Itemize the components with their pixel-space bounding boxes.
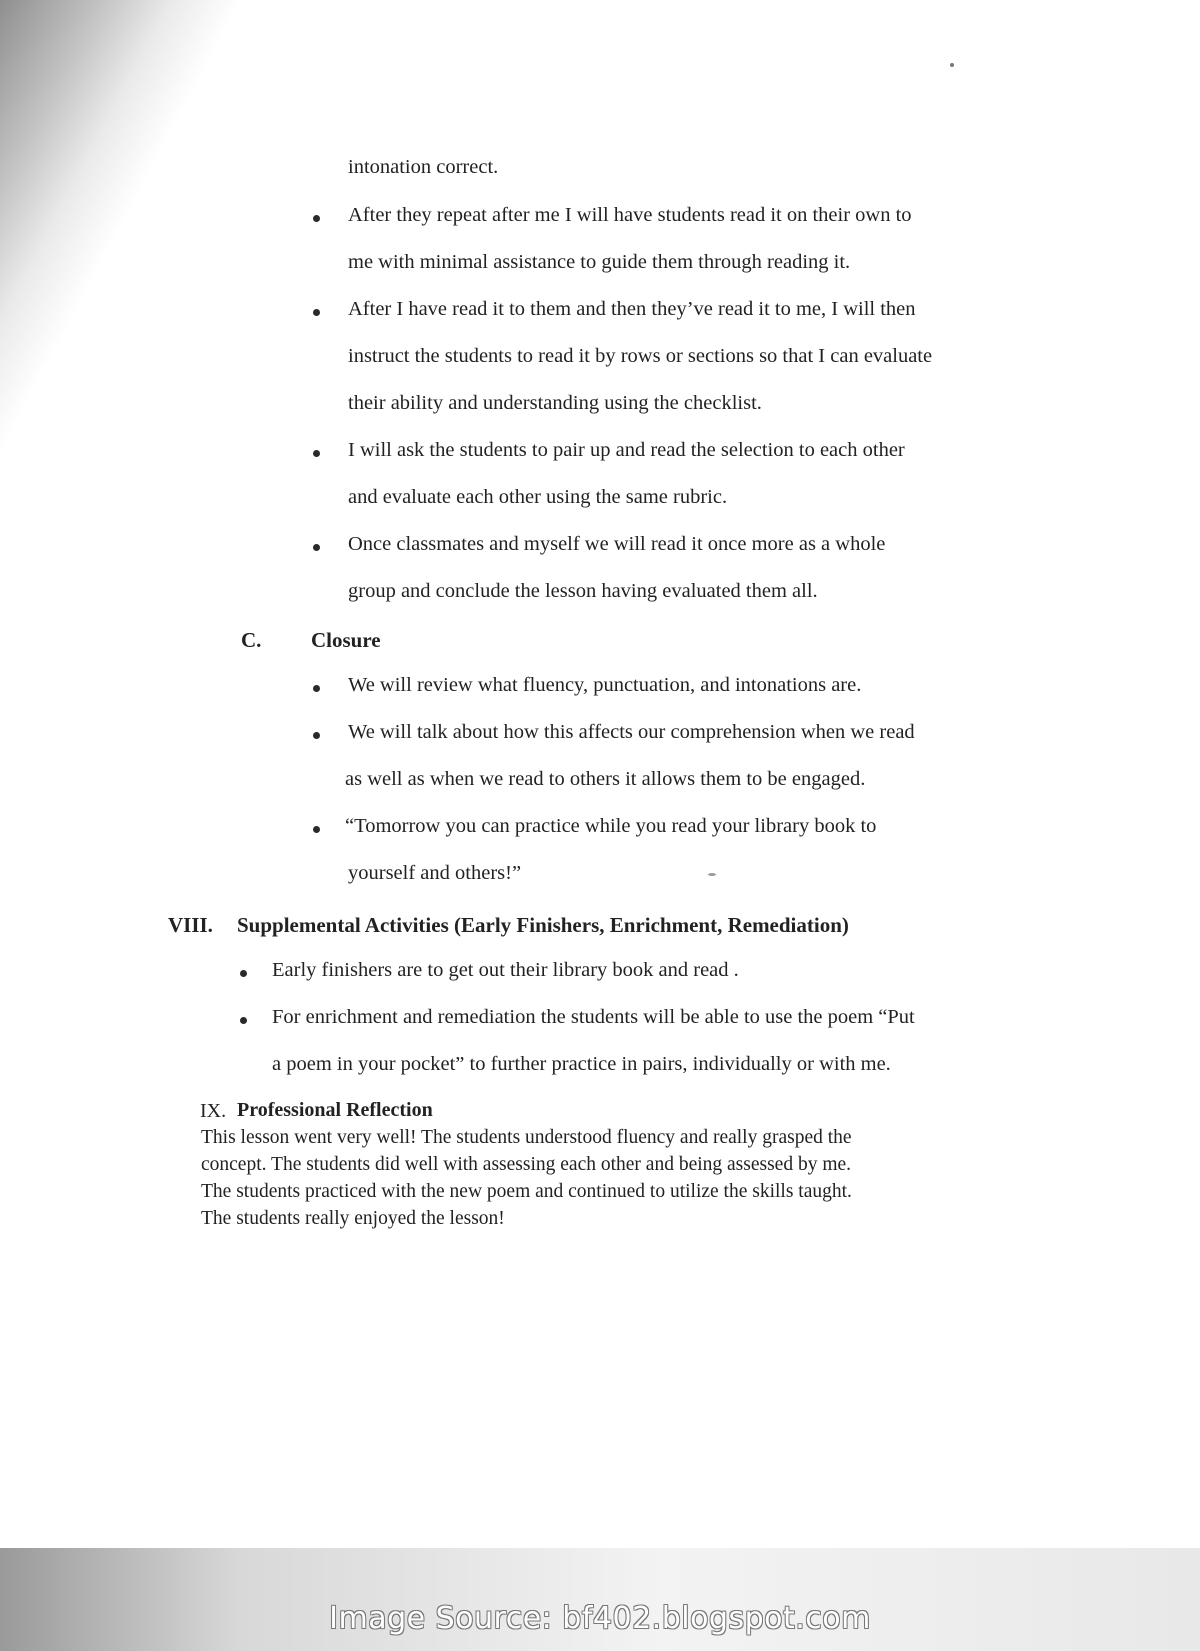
scan-speck [950, 63, 954, 67]
bullet-icon [313, 826, 320, 833]
supplemental-bullet-2-line-1: For enrichment and remediation the students will be able to use the poem “Put [272, 1006, 915, 1028]
closure-letter: C. [241, 628, 262, 652]
image-source-watermark: Image Source: bf402.blogspot.com [329, 1601, 871, 1636]
procedure-bullet-3-line-2: and evaluate each other using the same rubric. [348, 486, 728, 508]
closure-bullet-3-line-1: “Tomorrow you can practice while you read your library book to [345, 815, 877, 837]
supplemental-title: Supplemental Activities (Early Finishers, Enrichment, Remediation) [237, 913, 849, 937]
reflection-title: Professional Reflection [237, 1099, 433, 1121]
procedure-bullet-4-line-1: Once classmates and myself we will read it once more as a whole [348, 533, 886, 555]
procedure-bullet-3-line-1: I will ask the students to pair up and read the selection to each other [348, 439, 905, 461]
bullet-icon [313, 309, 320, 316]
bullet-icon [313, 215, 320, 222]
bullet-icon [313, 544, 320, 551]
continuation-line: intonation correct. [348, 156, 499, 178]
supplemental-bullet-2-line-2: a poem in your pocket” to further practice in pairs, individually or with me. [272, 1053, 891, 1075]
reflection-numeral: IX. [200, 1100, 227, 1122]
closure-bullet-2-line-2: as well as when we read to others it allows them to be engaged. [345, 768, 866, 790]
reflection-line-4: The students really enjoyed the lesson! [201, 1208, 505, 1229]
closure-bullet-2-line-1: We will talk about how this affects our comprehension when we read [348, 721, 915, 743]
supplemental-bullet-1-line-1: Early finishers are to get out their library book and read . [272, 959, 739, 981]
procedure-bullet-1-line-1: After they repeat after me I will have students read it on their own to [348, 204, 912, 226]
procedure-bullet-2-line-2: instruct the students to read it by rows or sections so that I can evaluate [348, 345, 933, 367]
bullet-icon [240, 1017, 247, 1024]
reflection-line-2: concept. The students did well with assessing each other and being assessed by me. [201, 1154, 852, 1175]
bullet-icon [313, 450, 320, 457]
closure-bullet-1-line-1: We will review what fluency, punctuation, and intonations are. [348, 674, 862, 696]
bullet-icon [313, 685, 320, 692]
supplemental-numeral: VIII. [168, 913, 213, 937]
bullet-icon [240, 970, 247, 977]
closure-bullet-3-line-2: yourself and others!” [348, 862, 522, 884]
reflection-line-3: The students practiced with the new poem and continued to utilize the skills taught. [201, 1181, 852, 1202]
scan-speck [708, 873, 716, 876]
procedure-bullet-1-line-2: me with minimal assistance to guide them through reading it. [348, 251, 851, 273]
procedure-bullet-4-line-2: group and conclude the lesson having evaluated them all. [348, 580, 818, 602]
bullet-icon [313, 732, 320, 739]
reflection-line-1: This lesson went very well! The students understood fluency and really grasped the [201, 1127, 852, 1148]
closure-title: Closure [311, 628, 381, 652]
page-fold-shadow [0, 0, 300, 520]
procedure-bullet-2-line-3: their ability and understanding using the checklist. [348, 392, 762, 414]
procedure-bullet-2-line-1: After I have read it to them and then they’ve read it to me, I will then [348, 298, 916, 320]
